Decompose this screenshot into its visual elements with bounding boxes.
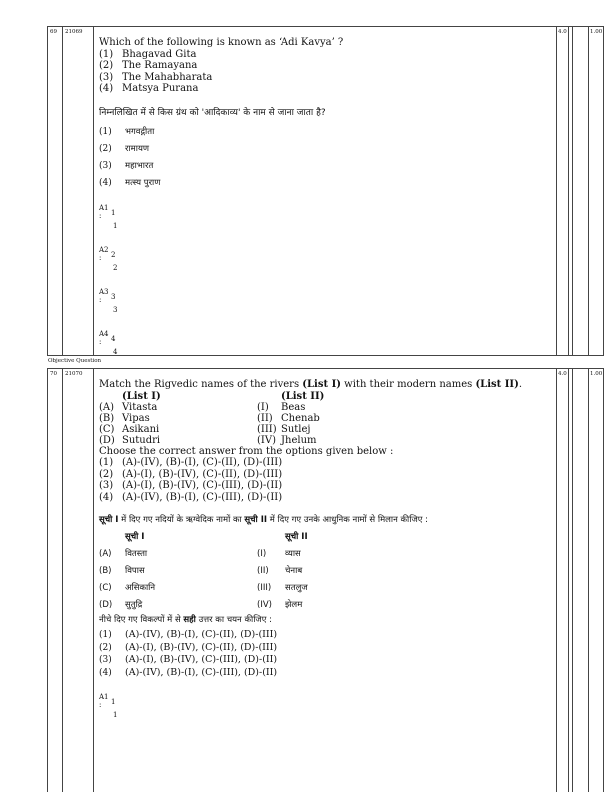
negative-marks: 1.00 [590,371,603,377]
negative-marks: 1.00 [590,29,603,35]
question-number: 69 [50,29,57,35]
match-row: (B) Vipas (II) Chenab [99,412,320,424]
question-block-69 [47,26,604,356]
question-content [99,37,551,372]
option-row: (1) (A)-(IV), (B)-(I), (C)-(II), (D)-(III) [99,457,283,468]
option-row: (1) Bhagavad Gita [99,48,197,60]
match-row: (D) सुतुद्रि (IV) झेलम [99,600,303,610]
question-marks: 4.0 [558,29,567,35]
question-text-english: Match the Rigvedic names of the rivers (List I) with their modern names (List II). [99,379,523,390]
option-row: (3) महाभारत [99,160,154,171]
question-id: 21069 [65,29,83,35]
question-number: 70 [50,371,57,377]
match-section-hindi [99,529,551,679]
option-row: (4) (A)-(IV), (B)-(I), (C)-(III), (D)-(II) [99,666,278,678]
option-row: (2) रामायण [99,143,150,154]
match-row: (A) Vitasta (I) Beas [99,401,306,413]
question-text-hindi: सूची I में दिए गए नदियों के ऋग्वेदिक नामों का सूची II में दिए गए उनके आधुनिक नामों से मिलान कीजिए : [99,515,429,525]
options-hindi [99,629,551,679]
match-row: (C) Asikani (III) Sutlej [99,423,311,435]
match-row: (D) Sutudri (IV) Jhelum [99,434,317,446]
answer-row: A1 : 1 [99,203,116,220]
question-text-hindi: निम्नलिखित में से किस ग्रंथ को 'आदिकाव्य' के नाम से जाना जाता है? [99,107,326,118]
choose-instruction-hindi: नीचे दिए गए विकल्पों में से सही उत्तर का चयन कीजिए : [99,615,272,625]
question-marks: 4.0 [558,371,567,377]
question-block-70 [47,368,604,792]
choose-instruction-english: Choose the correct answer from the options given below : [99,445,394,457]
answer-key-list [99,204,551,372]
answer-row: A2 : 2 [99,245,116,262]
question-content [99,379,551,735]
answer-row: A4 : 4 [99,329,116,346]
answer-row: A3 : 3 [99,287,116,304]
options-english [99,49,551,95]
answer-key-list [99,693,551,735]
option-row: (1) भगवद्गीता [99,126,155,137]
option-row: (2) (A)-(I), (B)-(IV), (C)-(II), (D)-(III) [99,641,278,653]
match-row: (C) असिकानि (III) सतलुज [99,583,308,593]
option-row: (3) (A)-(I), (B)-(IV), (C)-(III), (D)-(II) [99,654,278,665]
answer-row: A1 : 1 [99,693,116,709]
question-id: 21070 [65,371,83,377]
match-table-hindi: सूची I सूची II (A) वितस्ता (I) व्यास (B) विपास (II) चेनाब (C) असिकानि (III) सतलुज (D) सुतुद्रि (IV) झेलम [99,529,308,614]
answer-sub: 1 [113,711,118,719]
match-table-english: (List I) (List II) (A) Vitasta (I) Beas (B) Vipas (II) Chenab (C) Asikani (III) Sutlej (D) Sutudri (IV) Jhelum [99,390,325,446]
match-row: (B) विपास (II) चेनाब [99,566,303,576]
answer-sub: 2 [113,263,118,272]
option-row: (2) (A)-(I), (B)-(IV), (C)-(II), (D)-(III) [99,468,283,480]
options-hindi [99,124,551,192]
answer-sub: 3 [113,305,118,314]
question-text-english: Which of the following is known as ‘Adi Kavya’ ? [99,37,344,48]
option-row: (4) Matsya Purana [99,83,199,94]
answer-sub: 1 [113,221,118,230]
option-row: (3) The Mahabharata [99,71,213,83]
option-row: (4) (A)-(IV), (B)-(I), (C)-(III), (D)-(II) [99,491,283,503]
answer-sub: 4 [113,347,118,356]
option-row: (4) मत्स्य पुराण [99,177,161,188]
options-english [99,457,551,503]
match-row: (A) वितस्ता (I) व्यास [99,549,301,559]
section-label: Objective Question [48,358,102,364]
option-row: (3) (A)-(I), (B)-(IV), (C)-(III), (D)-(II) [99,480,283,491]
option-row: (1) (A)-(IV), (B)-(I), (C)-(II), (D)-(III) [99,629,278,640]
option-row: (2) The Ramayana [99,60,198,71]
